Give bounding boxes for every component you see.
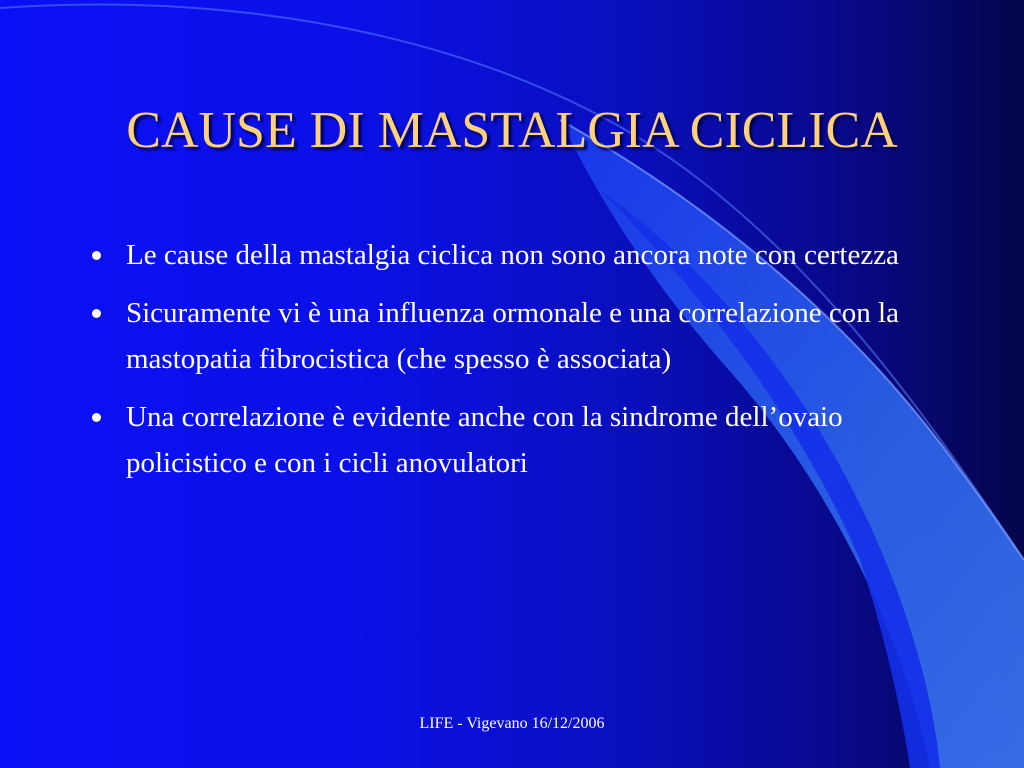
bullet-icon [92, 309, 101, 318]
slide-title: CAUSE DI MASTALGIA CICLICA [126, 102, 898, 159]
slide-footer: LIFE - Vigevano 16/12/2006 [419, 715, 605, 732]
bullet-icon [92, 413, 101, 422]
list-item [88, 290, 948, 382]
bullet-text: Le cause della mastalgia ciclica non sono ancora note con certezza [126, 239, 899, 271]
bullet-list [88, 232, 948, 498]
bullet-text: Una correlazione è evidente anche con la sindrome dell’ovaio policistico e con i cicli anovulatori [126, 401, 843, 479]
list-item [88, 232, 948, 278]
bullet-text: Sicuramente vi è una influenza ormonale e una correlazione con la mastopatia fibrocistica (che spesso è associata) [126, 297, 899, 375]
bullet-icon [92, 251, 101, 260]
list-item [88, 394, 948, 486]
